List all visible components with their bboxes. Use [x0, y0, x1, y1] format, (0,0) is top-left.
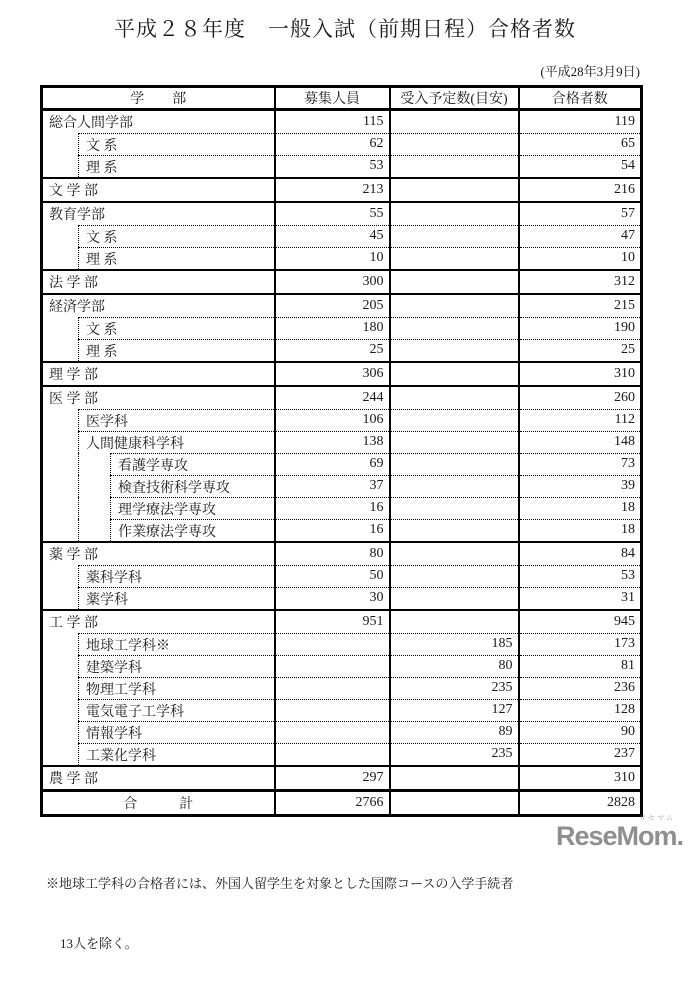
table-row — [42, 677, 642, 699]
table-row — [42, 655, 642, 677]
cell-recruit: 106 — [275, 409, 390, 431]
cell-recruit: 25 — [275, 339, 390, 362]
cell-passed: 2828 — [519, 791, 642, 816]
resemom-logo — [556, 815, 683, 850]
cell-recruit: 45 — [275, 225, 390, 247]
indent-guide — [43, 677, 79, 699]
faculty-name-cell — [42, 633, 275, 655]
indent-guide — [43, 475, 79, 497]
page-title: 平成２８年度 一般入試（前期日程）合格者数 — [114, 17, 576, 41]
cell-recruit: 297 — [275, 766, 390, 791]
col-header-faculty: 学 部 — [42, 87, 275, 110]
cell-planned — [390, 317, 519, 339]
cell-recruit — [275, 743, 390, 766]
cell-recruit — [275, 677, 390, 699]
cell-passed: 84 — [519, 542, 642, 565]
indent-guide — [43, 409, 79, 431]
col-header-recruit: 募集人員 — [275, 87, 390, 110]
cell-recruit: 306 — [275, 362, 390, 386]
cell-passed: 237 — [519, 743, 642, 766]
results-table-body — [42, 110, 642, 816]
cell-planned: 235 — [390, 677, 519, 699]
cell-passed: 148 — [519, 431, 642, 453]
table-row — [42, 431, 642, 453]
cell-planned — [390, 565, 519, 587]
footnote-line-2: 13人を除く。 — [60, 936, 138, 951]
faculty-name-cell — [42, 225, 275, 247]
row-label: 医 学 部 — [49, 392, 98, 407]
cell-planned — [390, 453, 519, 475]
faculty-name-cell — [42, 519, 275, 542]
table-row — [42, 133, 642, 155]
cell-planned — [390, 155, 519, 178]
row-label: 理 学 部 — [49, 368, 98, 383]
cell-recruit: 951 — [275, 610, 390, 633]
indent-guide — [43, 497, 79, 519]
row-label: 工業化学科 — [79, 743, 274, 765]
row-label: 法 学 部 — [49, 276, 98, 291]
cell-recruit: 180 — [275, 317, 390, 339]
admission-results-table — [40, 85, 643, 817]
cell-recruit: 30 — [275, 587, 390, 610]
row-label: 人間健康科学科 — [79, 431, 274, 453]
table-row — [42, 202, 642, 225]
faculty-name-cell — [42, 409, 275, 431]
table-row — [42, 386, 642, 409]
table-row — [42, 225, 642, 247]
cell-passed: 128 — [519, 699, 642, 721]
cell-planned — [390, 133, 519, 155]
table-row — [42, 519, 642, 542]
faculty-name-cell — [42, 743, 275, 766]
cell-planned — [390, 386, 519, 409]
cell-planned — [390, 247, 519, 270]
cell-recruit: 10 — [275, 247, 390, 270]
cell-planned — [390, 610, 519, 633]
row-label: 農 学 部 — [49, 772, 98, 787]
cell-recruit: 205 — [275, 294, 390, 317]
cell-passed: 47 — [519, 225, 642, 247]
cell-planned — [390, 475, 519, 497]
cell-passed: 173 — [519, 633, 642, 655]
row-label: 薬科学科 — [79, 565, 274, 587]
table-row — [42, 766, 642, 791]
faculty-name-cell — [42, 362, 275, 386]
cell-passed: 216 — [519, 178, 642, 202]
indent-guide — [43, 431, 79, 453]
table-row — [42, 409, 642, 431]
table-row — [42, 317, 642, 339]
cell-passed: 81 — [519, 655, 642, 677]
cell-passed: 312 — [519, 270, 642, 294]
cell-recruit: 213 — [275, 178, 390, 202]
row-label: 薬学科 — [79, 587, 274, 609]
cell-passed: 119 — [519, 110, 642, 134]
table-header — [42, 87, 642, 110]
col-header-planned: 受入予定数(目安) — [390, 87, 519, 110]
cell-recruit: 244 — [275, 386, 390, 409]
row-label: 理学療法学専攻 — [111, 497, 274, 519]
cell-recruit: 16 — [275, 519, 390, 542]
faculty-name-cell — [42, 270, 275, 294]
indent-guide — [43, 587, 79, 609]
cell-passed: 18 — [519, 519, 642, 542]
cell-passed: 260 — [519, 386, 642, 409]
indent-guide — [43, 721, 79, 743]
cell-planned — [390, 766, 519, 791]
faculty-name-cell — [42, 497, 275, 519]
cell-passed: 57 — [519, 202, 642, 225]
cell-planned — [390, 202, 519, 225]
cell-planned — [390, 339, 519, 362]
faculty-name-cell — [42, 431, 275, 453]
footnote-line-1: ※地球工学科の合格者には、外国人留学生を対象とした国際コースの入学手続者 — [46, 876, 514, 891]
indent-guide — [79, 475, 111, 497]
row-label: 建築学科 — [79, 655, 274, 677]
cell-planned — [390, 110, 519, 134]
faculty-name-cell — [42, 677, 275, 699]
faculty-name-cell — [42, 317, 275, 339]
table-row — [42, 453, 642, 475]
cell-planned — [390, 409, 519, 431]
faculty-name-cell — [42, 178, 275, 202]
cell-recruit: 55 — [275, 202, 390, 225]
publication-date: (平成28年3月9日) — [540, 64, 640, 79]
indent-guide — [43, 743, 79, 765]
table-row — [42, 270, 642, 294]
cell-passed: 310 — [519, 766, 642, 791]
cell-passed: 65 — [519, 133, 642, 155]
row-label: 文 学 部 — [49, 184, 98, 199]
indent-guide — [43, 155, 79, 177]
cell-planned: 185 — [390, 633, 519, 655]
cell-planned — [390, 294, 519, 317]
cell-recruit — [275, 699, 390, 721]
cell-planned — [390, 431, 519, 453]
indent-guide — [79, 453, 111, 475]
indent-guide — [43, 519, 79, 541]
faculty-name-cell — [42, 453, 275, 475]
cell-planned — [390, 497, 519, 519]
cell-recruit — [275, 633, 390, 655]
faculty-name-cell — [42, 587, 275, 610]
faculty-name-cell — [42, 475, 275, 497]
row-label: 作業療法学専攻 — [111, 519, 274, 541]
cell-planned — [390, 519, 519, 542]
footnote — [46, 834, 690, 994]
cell-recruit: 300 — [275, 270, 390, 294]
cell-passed: 25 — [519, 339, 642, 362]
cell-planned — [390, 225, 519, 247]
row-label: 情報学科 — [79, 721, 274, 743]
table-row — [42, 565, 642, 587]
row-label: 検査技術科学専攻 — [111, 475, 274, 497]
faculty-name-cell — [42, 565, 275, 587]
table-row — [42, 178, 642, 202]
cell-recruit: 53 — [275, 155, 390, 178]
table-row — [42, 542, 642, 565]
cell-recruit — [275, 655, 390, 677]
faculty-name-cell — [42, 294, 275, 317]
table-row — [42, 155, 642, 178]
cell-planned: 235 — [390, 743, 519, 766]
resemom-logo-text: ReseMom. — [555, 821, 683, 851]
cell-planned — [390, 362, 519, 386]
table-row — [42, 110, 642, 134]
cell-recruit: 80 — [275, 542, 390, 565]
table-row — [42, 743, 642, 766]
indent-guide — [43, 133, 79, 155]
cell-passed: 112 — [519, 409, 642, 431]
cell-recruit: 16 — [275, 497, 390, 519]
indent-guide — [43, 699, 79, 721]
cell-recruit: 69 — [275, 453, 390, 475]
cell-passed: 53 — [519, 565, 642, 587]
row-label: 文 系 — [79, 317, 274, 339]
cell-planned: 80 — [390, 655, 519, 677]
resemom-logo-ruby: リセマム — [639, 815, 675, 822]
cell-passed: 73 — [519, 453, 642, 475]
table-row — [42, 339, 642, 362]
faculty-name-cell — [42, 202, 275, 225]
indent-guide — [43, 633, 79, 655]
faculty-name-cell — [42, 133, 275, 155]
cell-planned — [390, 587, 519, 610]
cell-recruit: 37 — [275, 475, 390, 497]
indent-guide — [43, 247, 79, 269]
table-row — [42, 497, 642, 519]
indent-guide — [79, 519, 111, 541]
cell-recruit — [275, 721, 390, 743]
col-header-passed: 合格者数 — [519, 87, 642, 110]
cell-passed: 54 — [519, 155, 642, 178]
table-row — [42, 633, 642, 655]
row-label: 合 計 — [123, 797, 194, 812]
indent-guide — [43, 453, 79, 475]
faculty-name-cell — [42, 339, 275, 362]
table-row — [42, 610, 642, 633]
faculty-name-cell — [42, 721, 275, 743]
cell-passed: 39 — [519, 475, 642, 497]
faculty-name-cell — [42, 699, 275, 721]
table-row — [42, 587, 642, 610]
indent-guide — [43, 565, 79, 587]
faculty-name-cell — [42, 610, 275, 633]
table-row — [42, 247, 642, 270]
faculty-name-cell — [42, 655, 275, 677]
faculty-name-cell — [42, 386, 275, 409]
row-label: 医学科 — [79, 409, 274, 431]
cell-planned: 89 — [390, 721, 519, 743]
indent-guide — [43, 339, 79, 361]
cell-recruit: 2766 — [275, 791, 390, 816]
row-label: 地球工学科※ — [79, 633, 274, 655]
indent-guide — [43, 317, 79, 339]
row-label: 工 学 部 — [49, 616, 98, 631]
table-row — [42, 294, 642, 317]
row-label: 教育学部 — [49, 208, 105, 223]
cell-planned — [390, 178, 519, 202]
cell-passed: 236 — [519, 677, 642, 699]
cell-planned — [390, 270, 519, 294]
table-row — [42, 362, 642, 386]
row-label: 看護学専攻 — [111, 453, 274, 475]
faculty-name-cell — [42, 247, 275, 270]
table-row — [42, 721, 642, 743]
row-label: 文 系 — [79, 133, 274, 155]
row-label: 物理工学科 — [79, 677, 274, 699]
indent-guide — [43, 655, 79, 677]
row-label: 文 系 — [79, 225, 274, 247]
cell-passed: 945 — [519, 610, 642, 633]
faculty-name-cell — [42, 155, 275, 178]
cell-passed: 18 — [519, 497, 642, 519]
cell-passed: 215 — [519, 294, 642, 317]
row-label: 電気電子工学科 — [79, 699, 274, 721]
table-row — [42, 475, 642, 497]
cell-passed: 10 — [519, 247, 642, 270]
faculty-name-cell — [42, 542, 275, 565]
cell-passed: 310 — [519, 362, 642, 386]
cell-planned: 127 — [390, 699, 519, 721]
total-row — [42, 791, 642, 816]
header-row — [42, 87, 642, 110]
row-label: 経済学部 — [49, 300, 105, 315]
faculty-name-cell — [42, 791, 275, 816]
faculty-name-cell — [42, 766, 275, 791]
row-label: 理 系 — [79, 339, 274, 361]
table-row — [42, 699, 642, 721]
cell-planned — [390, 542, 519, 565]
row-label: 薬 学 部 — [49, 548, 98, 563]
row-label: 総合人間学部 — [49, 116, 133, 131]
cell-passed: 190 — [519, 317, 642, 339]
row-label: 理 系 — [79, 155, 274, 177]
indent-guide — [43, 225, 79, 247]
cell-planned — [390, 791, 519, 816]
faculty-name-cell — [42, 110, 275, 134]
cell-recruit: 50 — [275, 565, 390, 587]
indent-guide — [79, 497, 111, 519]
cell-passed: 90 — [519, 721, 642, 743]
row-label: 理 系 — [79, 247, 274, 269]
cell-recruit: 115 — [275, 110, 390, 134]
cell-passed: 31 — [519, 587, 642, 610]
cell-recruit: 138 — [275, 431, 390, 453]
cell-recruit: 62 — [275, 133, 390, 155]
